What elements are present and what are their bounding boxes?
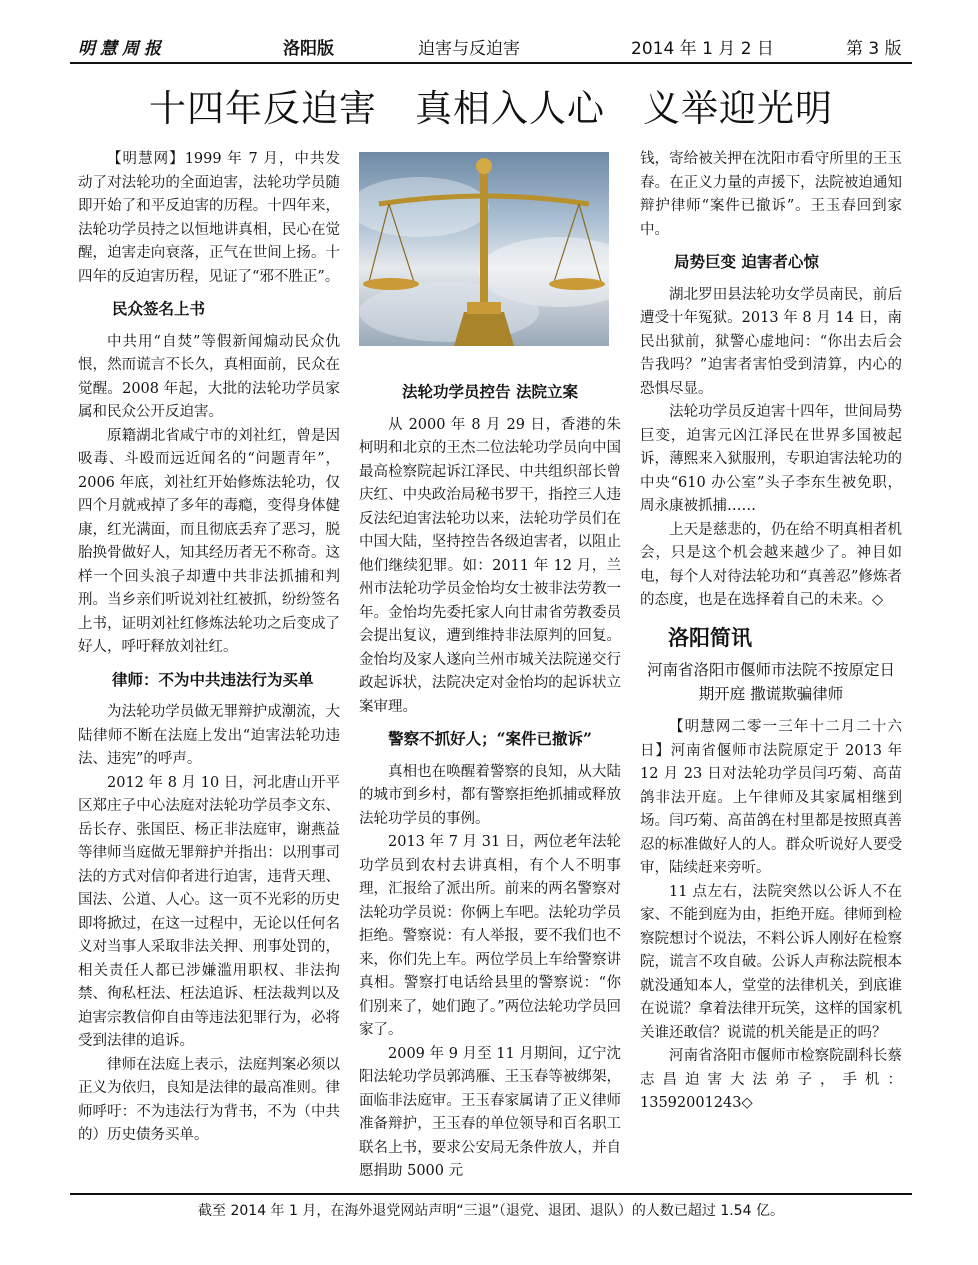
brief-news-heading: 洛阳简讯 (668, 625, 752, 650)
paragraph: 2012 年 8 月 10 日，河北唐山开平区郑庄子中心法庭对法轮功学员李文东、岳长存、张国臣、杨正非法庭审，谢燕益等律师当庭做无罪辩护并指出：以刑事司法的方式对信仰者进行迫害，违背天理、国法、公道、人心。这一页不光彩的历史即将掀过，在这一过程中，无论以任何名义对当事人采取非法关押、刑事处罚的，相关责任人都已涉嫌滥用职权、非法拘禁、徇私枉法、枉法追诉、枉法裁判以及迫害宗教信仰自由等违法犯罪行为，必将受到法律的追诉。 (78, 774, 340, 1049)
article-column-3 (640, 148, 902, 1116)
paragraph: 原籍湖北省咸宁市的刘社红，曾是因吸毒、斗殴而远近闻名的“问题青年”，2006 年底，刘社红开始修炼法轮功，仅四个月就戒掉了多年的毒瘾，变得身体健康，红光满面，而且彻底丢弃了恶习，脱胎换骨做好人，知其经历者无不称奇。这样一个回头浪子却遭中共非法抓捕和判刑。当乡亲们听说刘社红被抓，纷纷签名上书，证明刘社红修炼法轮功之后变成了好人，呼吁释放刘社红。 (78, 427, 340, 655)
section-heading-lawsuit: 法轮功学员控告 法院立案 (402, 382, 578, 401)
article-column-2 (359, 372, 621, 1184)
paragraph: 钱，寄给被关押在沈阳市看守所里的王玉春。在正义力量的声援下，法院被迫通知辩护律师“案件已撤诉”。王玉春回到家中。 (640, 151, 902, 238)
paragraph: 湖北罗田县法轮功女学员南民，前后遭受十年冤狱。2013 年 8 月 14 日，南民出狱前，狱警心虚地问：“你出去后会告我吗？”迫害者害怕受到清算，内心的恐惧尽显。 (640, 286, 902, 397)
section-heading-petition: 民众签名上书 (112, 299, 206, 318)
intro-paragraph: 【明慧网】1999 年 7 月，中共发动了对法轮功的全面迫害，法轮功学员随即开始了和平反迫害的历程。十四年来，法轮功学员持之以恒地讲真相，民心在觉醒，迫害走向衰落，正气在世间上扬。十四年的反迫害历程，见证了“邪不胜正”。 (78, 151, 340, 285)
section-heading-police: 警察不抓好人；“案件已撤诉” (388, 729, 592, 748)
paragraph: 为法轮功学员做无罪辩护成潮流，大陆律师不断在法庭上发出“迫害法轮功违法、违宪”的呼声。 (78, 704, 340, 767)
paragraph: 2013 年 7 月 31 日，两位老年法轮功学员到农村去讲真相，有个人不明事理，汇报给了派出所。前来的两名警察对法轮功学员说：你俩上车吧。法轮功学员拒绝。警察说：有人举报，要不我们也不来，你们先上车。两位学员上车给警察讲真相。警察打电话给县里的警察说：“你们别来了，她们跑了。”两位法轮功学员回家了。 (359, 834, 621, 1038)
scales-of-justice-image (359, 152, 609, 346)
paragraph: 律师在法庭上表示，法庭判案必须以正义为依归，良知是法律的最高准则。律师呼吁：不为违法行为背书，不为（中共的）历史债务买单。 (78, 1056, 340, 1143)
paragraph: 2009 年 9 月至 11 月期间，辽宁沈阳法轮功学员郭鸿雁、王玉春等被绑架，面临非法庭审。王玉春家属请了正义律师准备辩护，王玉春的单位领导和百名职工联名上书，要求公安局无条件放人，并自愿捐助 5000 元 (359, 1045, 621, 1179)
paragraph: 中共用“自焚”等假新闻煽动民众仇恨，然而谎言不长久，真相面前，民众在觉醒。2008 年起，大批的法轮功学员家属和民众公开反迫害。 (78, 333, 340, 420)
paragraph: 11 点左右，法院突然以公诉人不在家、不能到庭为由，拒绝开庭。律师到检察院想讨个说法，不料公诉人刚好在检察院，谎言不攻自破。公诉人声称法院根本就没通知本人，堂堂的法律机关，到底谁在说谎？拿着法律开玩笑，这样的国家机关谁还敢信？说谎的机关能是正的吗？ (640, 883, 902, 1041)
headline: 十四年反迫害 真相入人心 义举迎光明 (149, 87, 833, 130)
paragraph: 河南省洛阳市偃师市检察院副科长蔡志昌迫害大法弟子，手机：13592001243◇ (640, 1048, 902, 1111)
paragraph: 从 2000 年 8 月 29 日，香港的朱柯明和北京的王杰二位法轮功学员向中国最高检察院起诉江泽民、中共组织部长曾庆红、中央政治局秘书罗干，指控三人违反法纪迫害法轮功以来，法轮功学员们在中国大陆，坚持控告各级迫害者，以阻止他们继续犯罪。如：2011 年 12 月，兰州市法轮功学员金怡均女士被非法劳教一年。金怡均先委托家人向甘肃省劳教委员会提出复议，遭到维持非法原判的回复。金怡均及家人遂向兰州市城关法院递交行政起诉状，法院决定对金怡均的起诉状立案审理。 (359, 416, 621, 715)
header-divider (70, 62, 912, 64)
scales-icon (359, 152, 609, 346)
article-column-1 (78, 148, 340, 1148)
paragraph: 上天是慈悲的，仍在给不明真相者机会，只是这个机会越来越少了。神目如电，每个人对待法轮功和“真善忍”修炼者的态度，也是在选择着自己的未来。◇ (640, 521, 902, 608)
section-heading-lawyers: 律师：不为中共违法行为买单 (112, 669, 314, 689)
paragraph: 【明慧网二零一三年十二月二十六日】河南省偃师市法院原定于 2013 年 12 月 23 日对法轮功学员闫巧菊、高苗鸽非法开庭。上午律师及其家属相继到场。闫巧菊、高苗鸽在村里都是按照真善忍的标准做好人的人。群众听说好人要受审，陆续赶来旁听。 (640, 719, 902, 876)
brief-news-title: 河南省洛阳市偃师市法院不按原定日期开庭 撒谎欺骗律师 (646, 661, 895, 703)
section-heading-situation: 局势巨变 迫害者心惊 (674, 252, 819, 271)
paragraph: 真相也在唤醒着警察的良知，从大陆的城市到乡村，都有警察拒绝抓捕或释放法轮功学员的事例。 (359, 763, 621, 827)
section-name: 迫害与反迫害 (418, 39, 520, 59)
page-number: 第 3 版 (846, 39, 902, 59)
page-header (78, 34, 914, 58)
footer-divider (70, 1193, 912, 1195)
issue-date: 2014 年 1 月 2 日 (631, 39, 774, 59)
footer-notice: 截至 2014 年 1 月，在海外退党网站声明“三退”（退党、退团、退队）的人数已超过 1.54 亿。 (198, 1203, 784, 1219)
edition-name: 洛阳版 (283, 39, 334, 59)
newspaper-name: 明慧周报 (78, 39, 166, 59)
paragraph: 法轮功学员反迫害十四年，世间局势巨变，迫害元凶江泽民在世界多国被起诉，薄熙来入狱服刑，专职迫害法轮功的中央“610 办公室”头子李东生被免职，周永康被抓捕…… (640, 404, 902, 514)
